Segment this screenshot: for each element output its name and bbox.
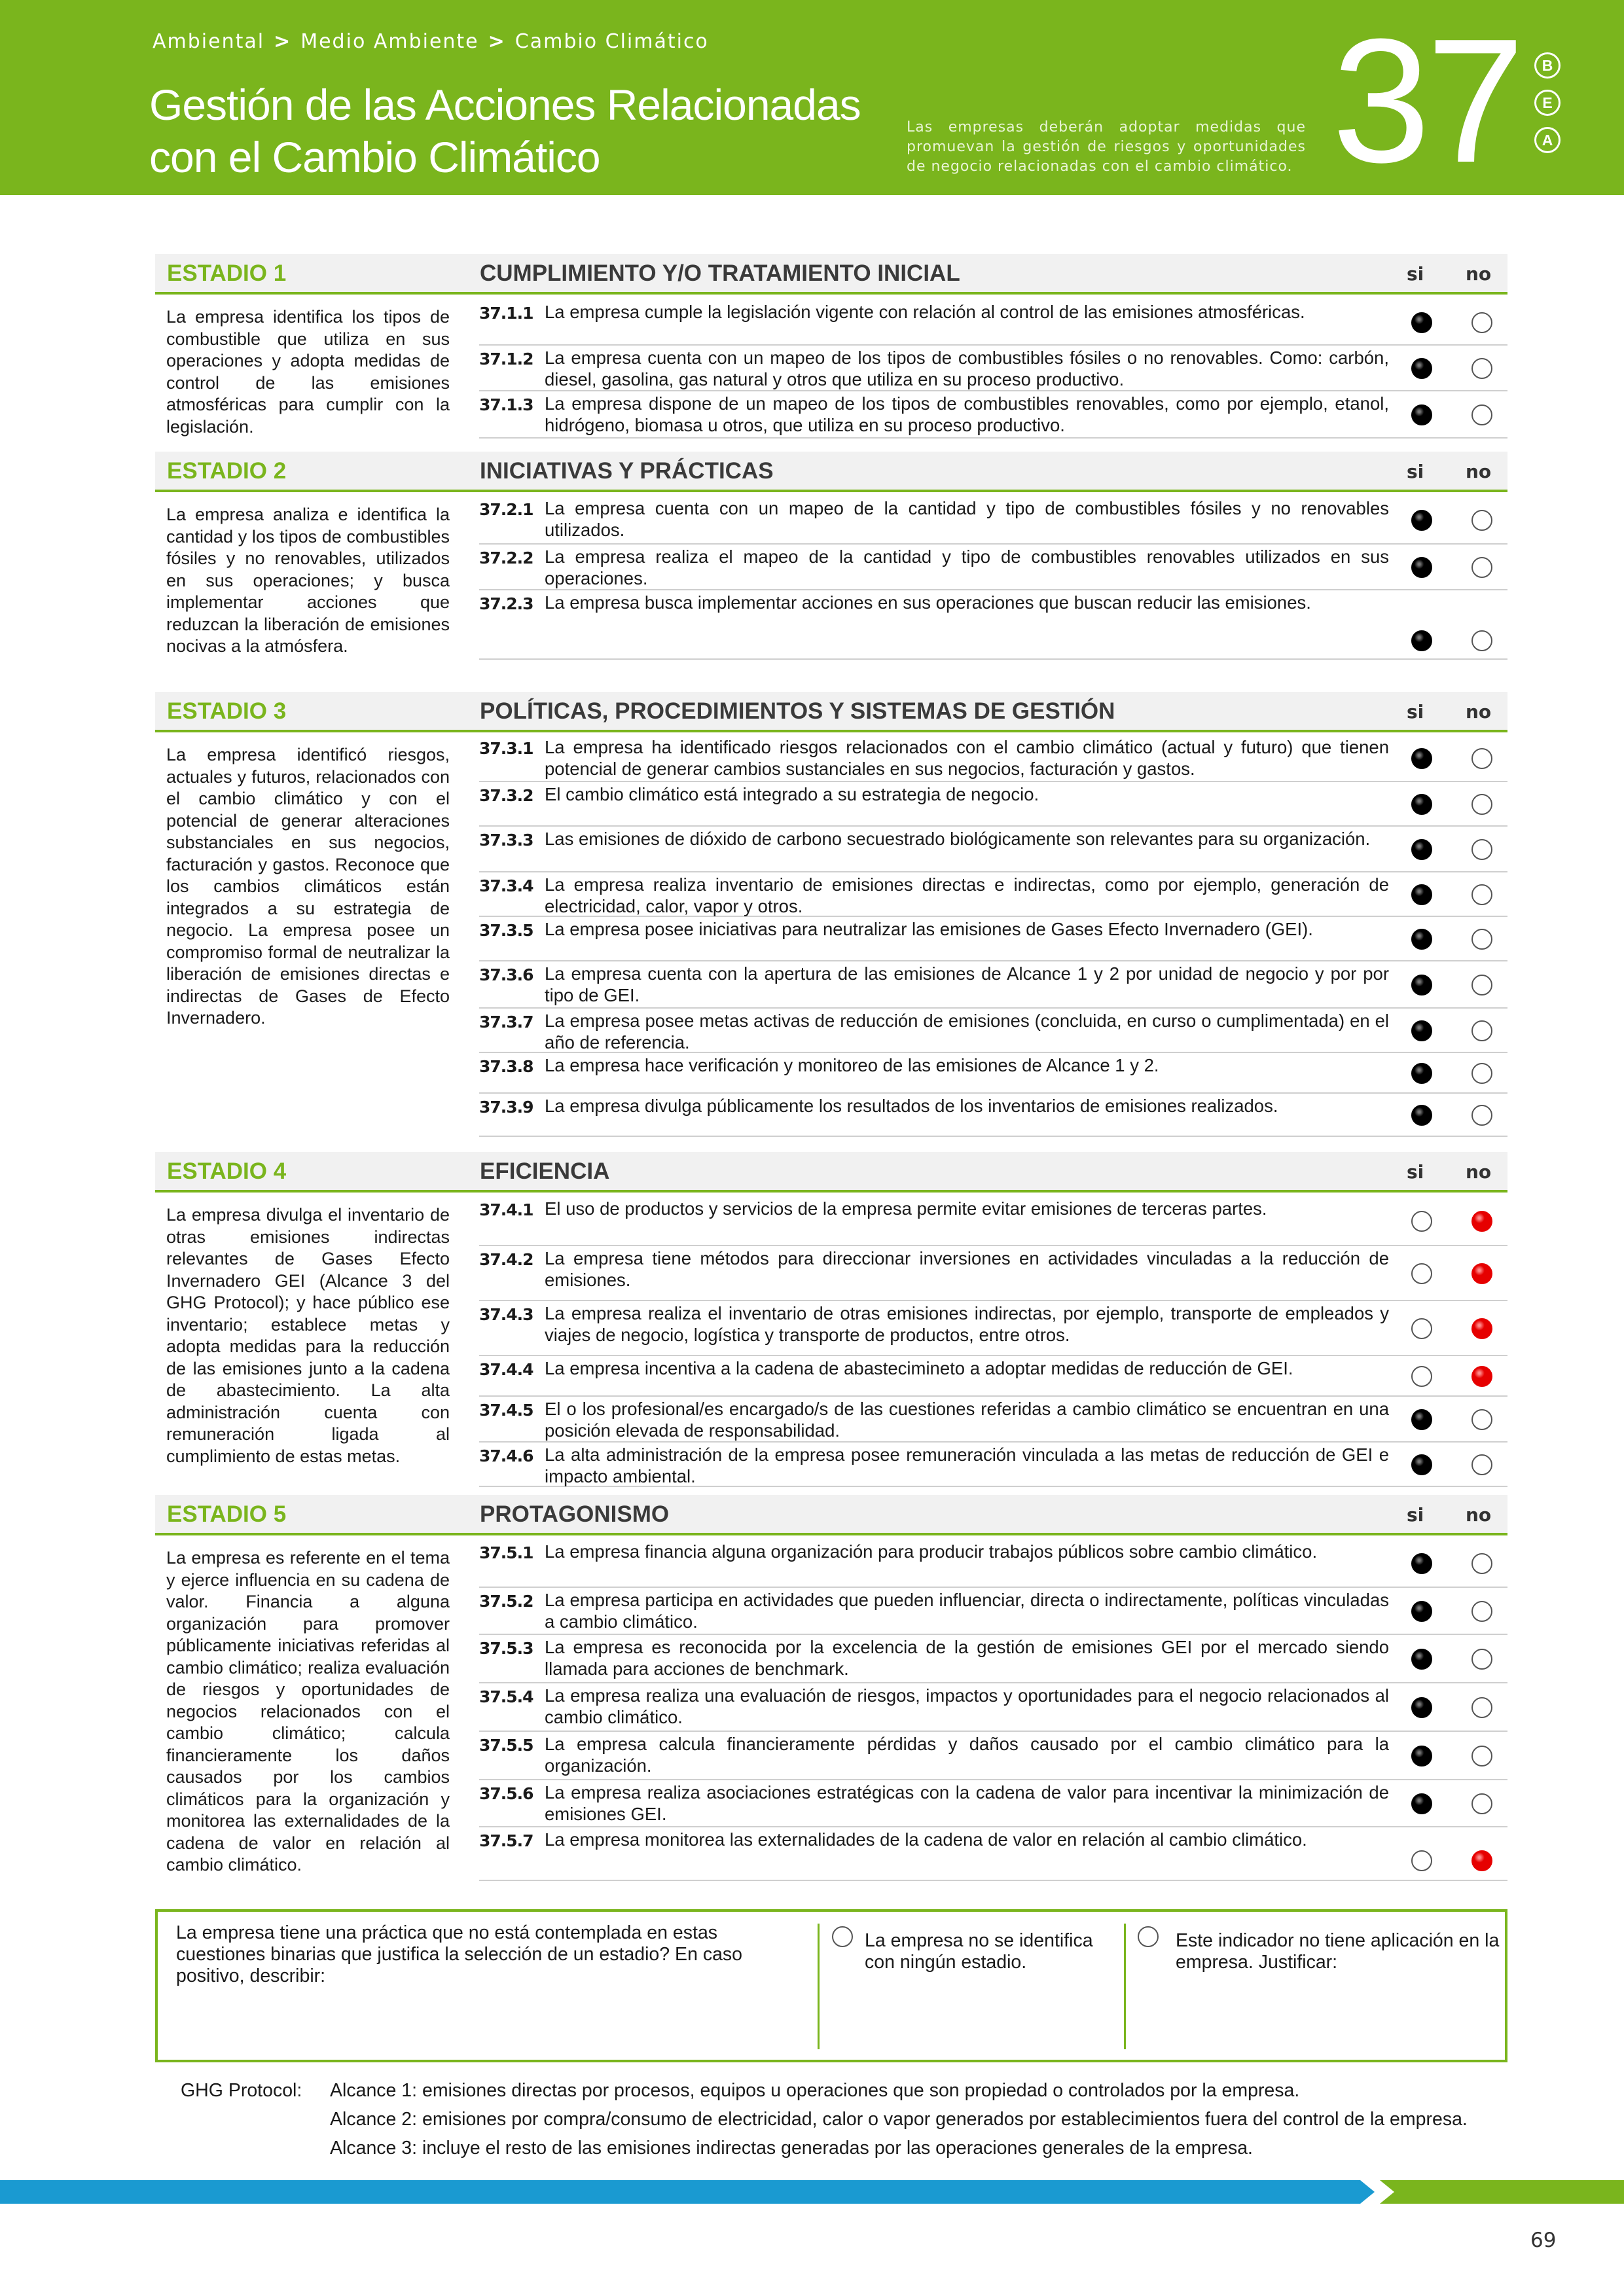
category-badges: [1534, 52, 1563, 164]
answer-no-radio[interactable]: [1471, 1020, 1492, 1041]
question-row: [479, 1009, 1507, 1053]
question-row: [479, 1301, 1507, 1356]
question-row: [479, 1053, 1507, 1094]
answer-si-radio[interactable]: [1411, 312, 1432, 333]
question-id: 37.3.5: [479, 921, 533, 940]
column-no-label: no: [1466, 461, 1492, 482]
stage-title: PROTAGONISMO: [480, 1501, 670, 1527]
stage-header: [155, 692, 1507, 732]
answer-si-radio[interactable]: [1411, 1263, 1432, 1284]
answer-si-radio[interactable]: [1411, 794, 1432, 815]
question-text: La empresa financia alguna organización para producir trabajos públicos sobre cambio climático.: [545, 1541, 1318, 1562]
column-si-label: si: [1407, 1504, 1424, 1526]
question-row: [479, 1443, 1507, 1487]
answer-no-radio[interactable]: [1471, 1318, 1492, 1339]
question-id: 37.5.3: [479, 1639, 533, 1658]
question-id: 37.2.3: [479, 594, 533, 613]
footer-bar-green: [1380, 2180, 1624, 2204]
question-row: [479, 827, 1507, 872]
stage-description: La empresa analiza e identifica la cantidad y los tipos de combustibles fósiles y no renovables, utilizados en sus operaciones; y busca implementar acciones que reduzcan la liberación de emisiones nocivas a la atmósfera.: [166, 505, 450, 656]
stage-title: CUMPLIMIENTO Y/O TRATAMIENTO INICIAL: [480, 260, 960, 286]
answer-no-radio[interactable]: [1471, 1263, 1492, 1284]
breadcrumb-item-cambio-climatico[interactable]: Cambio Climático: [514, 30, 709, 53]
question-id: 37.5.5: [479, 1736, 533, 1755]
question-text: La empresa calcula financieramente pérdidas y daños causado por el cambio climático para la organización.: [545, 1734, 1389, 1776]
question-text: La empresa tiene métodos para direccionar inversiones en actividades vinculadas a la reducción de emisiones.: [545, 1248, 1389, 1290]
answer-no-radio[interactable]: [1471, 1649, 1492, 1670]
question-text: La empresa realiza el inventario de otras emisiones indirectas, por ejemplo, transporte de empleados y viajes de negocio, logística y transporte de productos, entre otros.: [545, 1303, 1389, 1345]
answer-no-radio[interactable]: [1471, 1793, 1492, 1814]
stage-description: La empresa es referente en el tema y ejerce influencia en su cadena de valor. Financia a alguna organización para promover públicamente iniciativas referidas al cambio climático; realiza evaluación de riesgos y oportunidades de negocios relacionados con el cambio climático; calcula financieramente los daños causados por los cambios climáticos para la organización y monitorea las externalidades de la cadena de valor en relación al cambio climático.: [166, 1548, 450, 1874]
question-row: [479, 300, 1507, 346]
question-id: 37.4.4: [479, 1360, 533, 1379]
breadcrumb-chevron-icon: >: [274, 30, 292, 53]
answer-no-radio[interactable]: [1471, 884, 1492, 905]
stage-description: La empresa identificó riesgos, actuales y futuros, relacionados con el cambio climático y con el potencial de generar alteraciones substanciales en sus negocios, facturación y gastos. Reconoce que los cambios climáticos están integrados a su estrategia de negocio. La empresa posee un compromiso formal de neutralizar la liberación de emisiones directas e indirectas de Gases de Efecto Invernadero.: [166, 745, 450, 1028]
answer-si-radio[interactable]: [1411, 557, 1432, 578]
column-si-label: si: [1407, 1161, 1424, 1183]
column-no-label: no: [1466, 1161, 1492, 1183]
answer-no-radio[interactable]: [1471, 1454, 1492, 1475]
question-row: [479, 1356, 1507, 1397]
answer-no-radio[interactable]: [1471, 630, 1492, 651]
answer-si-radio[interactable]: [1411, 1409, 1432, 1430]
answer-si-radio[interactable]: [1411, 1454, 1432, 1475]
question-text: La empresa cuenta con un mapeo de los tipos de combustibles fósiles o no renovables. Como: carbón, diesel, gasolina, gas natural y otros que utiliza en su proceso productivo.: [545, 348, 1389, 389]
question-row: [479, 782, 1507, 827]
question-text: La empresa busca implementar acciones en sus operaciones que buscan reducir las emisiones.: [545, 592, 1311, 613]
question-id: 37.3.9: [479, 1098, 533, 1117]
answer-si-radio[interactable]: [1411, 1793, 1432, 1814]
question-id: 37.4.3: [479, 1305, 533, 1324]
no-stage-radio[interactable]: [832, 1926, 853, 1947]
answer-si-radio[interactable]: [1411, 1553, 1432, 1574]
question-id: 37.1.2: [479, 350, 533, 368]
question-text: La empresa dispone de un mapeo de los tipos de combustibles renovables, como por ejemplo, etanol, hidrógeno, biomasa u otros, que utiliza en su proceso productivo.: [545, 393, 1389, 435]
answer-si-radio[interactable]: [1411, 748, 1432, 769]
no-stage-label: La empresa no se identifica con ningún estadio.: [865, 1930, 1093, 1973]
question-text: La empresa realiza una evaluación de riesgos, impactos y oportunidades para el negocio relacionados al cambio climático.: [545, 1685, 1389, 1727]
question-text: El o los profesional/es encargado/s de las cuestiones referidas a cambio climático se encuentran en una posición elevada de responsabilidad.: [545, 1399, 1389, 1441]
breadcrumb: [153, 30, 709, 53]
stage-header: [155, 1495, 1507, 1535]
question-text: La empresa posee iniciativas para neutralizar las emisiones de Gases Efecto Invernadero (GEI).: [545, 919, 1313, 939]
practice-question: La empresa tiene una práctica que no está contemplada en estas cuestiones binarias que justifica la selección de un estadio? En caso positivo, describir:: [176, 1922, 743, 1986]
justification-box: [155, 1909, 1507, 2062]
footer-arrow-icon: [1360, 2180, 1375, 2204]
stage-title: POLÍTICAS, PROCEDIMIENTOS Y SISTEMAS DE GESTIÓN: [480, 698, 1115, 724]
indicator-number: 37: [1332, 3, 1521, 200]
question-id: 37.4.1: [479, 1200, 533, 1219]
stage-header: [155, 1152, 1507, 1193]
column-no-label: no: [1466, 263, 1492, 285]
answer-si-radio[interactable]: [1411, 1850, 1432, 1871]
question-text: La empresa realiza el mapeo de la cantidad y tipo de combustibles renovables utilizados en sus operaciones.: [545, 547, 1389, 588]
page-header: [0, 0, 1624, 200]
answer-si-radio[interactable]: [1411, 630, 1432, 651]
badge-a-icon: A: [1534, 127, 1561, 153]
question-text: La empresa realiza inventario de emisiones directas e indirectas, como por ejemplo, generación de electricidad, calor, vapor y otros.: [545, 874, 1389, 916]
answer-si-radio[interactable]: [1411, 404, 1432, 425]
question-id: 37.3.8: [479, 1057, 533, 1076]
answer-si-radio[interactable]: [1411, 1318, 1432, 1339]
question-id: 37.3.7: [479, 1013, 533, 1031]
page-title: Gestión de las Acciones Relacionadas con el Cambio Climático: [149, 81, 861, 181]
answer-no-radio[interactable]: [1471, 1850, 1492, 1871]
question-row: [479, 1635, 1507, 1683]
question-id: 37.1.1: [479, 304, 533, 323]
ghg-notes-label: GHG Protocol:: [181, 2080, 302, 2101]
answer-no-radio[interactable]: [1471, 1211, 1492, 1232]
question-id: 37.5.4: [479, 1687, 533, 1706]
stage-header: [155, 452, 1507, 492]
question-text: La empresa cuenta con un mapeo de la cantidad y tipo de combustibles fósiles y no renovables utilizados.: [545, 498, 1389, 540]
answer-si-radio[interactable]: [1411, 358, 1432, 379]
breadcrumb-chevron-icon: >: [488, 30, 506, 53]
ghg-note-scope-2: Alcance 2: emisiones por compra/consumo de electricidad, calor o vapor generados por establecimientos fuera del control de la empresa.: [330, 2109, 1468, 2130]
stage-header: [155, 254, 1507, 295]
footer-bar-blue: [0, 2180, 1360, 2204]
answer-no-radio[interactable]: [1471, 1105, 1492, 1126]
question-text: La empresa hace verificación y monitoreo de las emisiones de Alcance 1 y 2.: [545, 1055, 1159, 1075]
question-id: 37.1.3: [479, 395, 533, 414]
footer-notch-icon: [1380, 2180, 1394, 2204]
question-id: 37.3.4: [479, 876, 533, 895]
ghg-note-scope-3: Alcance 3: incluye el resto de las emisiones indirectas generadas por las operaciones generales de la empresa.: [330, 2138, 1253, 2159]
answer-no-radio[interactable]: [1471, 748, 1492, 769]
not-applicable-radio[interactable]: [1138, 1926, 1159, 1947]
stage-label: ESTADIO 5: [167, 1501, 287, 1527]
question-row: [479, 1827, 1507, 1881]
question-row: [479, 346, 1507, 391]
answer-si-radio[interactable]: [1411, 1366, 1432, 1387]
answer-no-radio[interactable]: [1471, 975, 1492, 996]
question-id: 37.5.6: [479, 1784, 533, 1803]
stage-label: ESTADIO 2: [167, 458, 287, 484]
question-row: [479, 1246, 1507, 1301]
stage-title: INICIATIVAS Y PRÁCTICAS: [480, 458, 774, 484]
answer-no-radio[interactable]: [1471, 1366, 1492, 1387]
answer-si-radio[interactable]: [1411, 1697, 1432, 1718]
question-text: La empresa ha identificado riesgos relacionados con el cambio climático (actual y futuro) que tienen potencial de generar cambios sustanciales en sus negocios, facturación y gastos.: [545, 737, 1389, 779]
answer-no-radio[interactable]: [1471, 839, 1492, 860]
question-id: 37.2.1: [479, 500, 533, 519]
answer-no-radio[interactable]: [1471, 929, 1492, 950]
breadcrumb-item-ambiental[interactable]: Ambiental: [153, 30, 265, 53]
question-row: [479, 1397, 1507, 1443]
answer-no-radio[interactable]: [1471, 510, 1492, 531]
question-id: 37.3.6: [479, 965, 533, 984]
question-row: [479, 1588, 1507, 1635]
answer-si-radio[interactable]: [1411, 510, 1432, 531]
question-id: 37.4.2: [479, 1250, 533, 1269]
answer-no-radio[interactable]: [1471, 1409, 1492, 1430]
question-row: [479, 1683, 1507, 1732]
question-row: [479, 735, 1507, 782]
answer-si-radio[interactable]: [1411, 1211, 1432, 1232]
question-row: [479, 391, 1507, 439]
stage-title: EFICIENCIA: [480, 1158, 610, 1184]
question-row: [479, 1094, 1507, 1137]
question-row: [479, 590, 1507, 660]
question-text: La empresa es reconocida por la excelencia de la gestión de emisiones GEI por el mercado siendo llamada para acciones de benchmark.: [545, 1637, 1389, 1679]
question-text: El cambio climático está integrado a su estrategia de negocio.: [545, 784, 1039, 804]
column-si-label: si: [1407, 263, 1424, 285]
stage-label: ESTADIO 3: [167, 698, 287, 724]
question-row: [479, 917, 1507, 961]
answer-si-radio[interactable]: [1411, 975, 1432, 996]
question-row: [479, 961, 1507, 1009]
answer-no-radio[interactable]: [1471, 312, 1492, 333]
question-text: La empresa participa en actividades que pueden influenciar, directa o indirectamente, políticas vinculadas a cambio climático.: [545, 1590, 1389, 1632]
column-no-label: no: [1466, 1504, 1492, 1526]
answer-si-radio[interactable]: [1411, 884, 1432, 905]
page-number: 69: [1530, 2229, 1557, 2252]
question-text: La empresa incentiva a la cadena de abastecimineto a adoptar medidas de reducción de GEI.: [545, 1358, 1293, 1378]
answer-si-radio[interactable]: [1411, 839, 1432, 860]
question-id: 37.4.6: [479, 1446, 533, 1465]
question-row: [479, 1780, 1507, 1827]
answer-no-radio[interactable]: [1471, 1601, 1492, 1622]
ghg-notes-lines: [330, 2076, 1624, 2162]
question-text: La empresa cuenta con la apertura de las emisiones de Alcance 1 y 2 por unidad de negocio y por por tipo de GEI.: [545, 963, 1389, 1005]
badge-b-icon: B: [1534, 52, 1561, 79]
question-id: 37.2.2: [479, 548, 533, 567]
answer-si-radio[interactable]: [1411, 1063, 1432, 1084]
stage-description: La empresa divulga el inventario de otras emisiones indirectas relevantes de Gases Efecto Invernadero GEI (Alcance 3 del GHG Protocol); y hace público ese inventario; establece metas y adopta medidas para la reducción de las emisiones junto a la cadena de abastecimiento. La alta administración cuenta con remuneración ligada al cumplimiento de estas metas.: [166, 1205, 450, 1466]
question-id: 37.5.2: [479, 1592, 533, 1611]
column-si-label: si: [1407, 701, 1424, 723]
answer-no-radio[interactable]: [1471, 1553, 1492, 1574]
divider: [818, 1924, 820, 2049]
not-applicable-label: Este indicador no tiene aplicación en la empresa. Justificar:: [1176, 1930, 1500, 1973]
question-id: 37.5.1: [479, 1543, 533, 1562]
question-row: [479, 545, 1507, 590]
stage-label: ESTADIO 4: [167, 1158, 287, 1184]
question-id: 37.3.3: [479, 831, 533, 850]
answer-no-radio[interactable]: [1471, 794, 1492, 815]
answer-si-radio[interactable]: [1411, 1746, 1432, 1767]
question-text: La empresa posee metas activas de reducción de emisiones (concluida, en curso o cumplimentada) en el año de referencia.: [545, 1011, 1389, 1052]
question-text: La empresa divulga públicamente los resultados de los inventarios de emisiones realizados.: [545, 1096, 1278, 1116]
ghg-note-scope-1: Alcance 1: emisiones directas por procesos, equipos u operaciones que son propiedad o controlados por la empresa.: [330, 2080, 1300, 2101]
divider: [1124, 1924, 1126, 2049]
answer-si-radio[interactable]: [1411, 1105, 1432, 1126]
answer-si-radio[interactable]: [1411, 929, 1432, 950]
question-row: [479, 496, 1507, 545]
answer-si-radio[interactable]: [1411, 1601, 1432, 1622]
answer-si-radio[interactable]: [1411, 1020, 1432, 1041]
question-id: 37.4.5: [479, 1401, 533, 1420]
answer-no-radio[interactable]: [1471, 1746, 1492, 1767]
question-id: 37.5.7: [479, 1831, 533, 1850]
question-text: La empresa monitorea las externalidades de la cadena de valor en relación al cambio climático.: [545, 1829, 1307, 1850]
answer-no-radio[interactable]: [1471, 404, 1492, 425]
column-no-label: no: [1466, 701, 1492, 723]
question-text: Las emisiones de dióxido de carbono secuestrado biológicamente son relevantes para su organización.: [545, 829, 1371, 849]
answer-no-radio[interactable]: [1471, 557, 1492, 578]
question-row: [479, 872, 1507, 917]
answer-si-radio[interactable]: [1411, 1649, 1432, 1670]
question-id: 37.3.2: [479, 786, 533, 805]
question-text: La alta administración de la empresa posee remuneración vinculada a las metas de reducción de GEI e impacto ambiental.: [545, 1444, 1389, 1486]
stage-description: La empresa identifica los tipos de combustible que utiliza en sus operaciones y adopta medidas de control de las emisiones atmosféricas para cumplir con la legislación.: [166, 307, 450, 437]
badge-e-icon: E: [1534, 90, 1561, 116]
answer-no-radio[interactable]: [1471, 1697, 1492, 1718]
question-id: 37.3.1: [479, 739, 533, 758]
indicator-intro: Las empresas deberán adoptar medidas que promuevan la gestión de riesgos y oportunidades de negocio relacionadas con el cambio climático.: [907, 119, 1306, 175]
answer-no-radio[interactable]: [1471, 1063, 1492, 1084]
question-row: [479, 1539, 1507, 1588]
question-row: [479, 1196, 1507, 1246]
question-text: El uso de productos y servicios de la empresa permite evitar emisiones de terceras partes.: [545, 1198, 1267, 1219]
question-text: La empresa realiza asociaciones estratégicas con la cadena de valor para incentivar la minimización de emisiones GEI.: [545, 1782, 1389, 1824]
question-row: [479, 1732, 1507, 1780]
column-si-label: si: [1407, 461, 1424, 482]
question-text: La empresa cumple la legislación vigente con relación al control de las emisiones atmosféricas.: [545, 302, 1305, 322]
breadcrumb-item-medio-ambiente[interactable]: Medio Ambiente: [300, 30, 479, 53]
stage-label: ESTADIO 1: [167, 260, 287, 286]
answer-no-radio[interactable]: [1471, 358, 1492, 379]
